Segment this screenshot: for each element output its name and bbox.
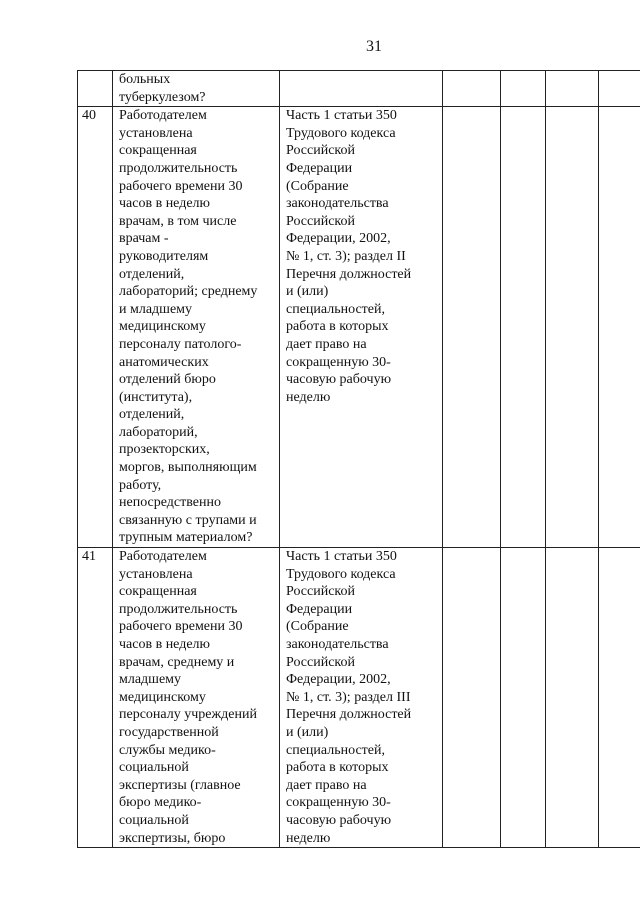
cell-text-line: работа в которых bbox=[286, 319, 389, 335]
answer-na-cell bbox=[546, 548, 599, 848]
cell-text-line: руководителям bbox=[119, 248, 209, 264]
cell-text-line: продолжительность bbox=[119, 160, 238, 176]
cell-text-line: (института), bbox=[119, 389, 193, 405]
cell-text-line: Часть 1 статьи 350 bbox=[286, 108, 397, 124]
cell-text-line: государственной bbox=[119, 724, 219, 740]
cell-text-line: часовую рабочую bbox=[286, 372, 392, 388]
cell-text-line: дает право на bbox=[286, 336, 367, 352]
cell-text-line: Российской bbox=[286, 143, 355, 159]
row-number: 40 bbox=[78, 107, 113, 548]
cell-text-line: отделений, bbox=[119, 266, 185, 282]
cell-text-line: лабораторий; среднему bbox=[119, 284, 258, 300]
answer-na-cell bbox=[546, 107, 599, 548]
cell-text-line: дает право на bbox=[286, 777, 367, 793]
legal-requirement-cell bbox=[280, 548, 443, 848]
cell-text-line: неделю bbox=[286, 389, 331, 405]
notes-cell bbox=[599, 548, 640, 848]
cell-text-line: врачам - bbox=[119, 231, 169, 247]
cell-text-line: социальной bbox=[119, 760, 189, 776]
cell-text-line: (Собрание bbox=[286, 619, 349, 635]
cell-text-line: социальной bbox=[119, 812, 189, 828]
cell-text-line: моргов, выполняющим bbox=[119, 460, 257, 476]
cell-text-line: персоналу патолого- bbox=[119, 336, 242, 352]
cell-text-line: туберкулезом? bbox=[119, 89, 206, 105]
answer-yes-cell bbox=[443, 107, 501, 548]
cell-text-line: Работодателем bbox=[119, 108, 207, 124]
cell-text-line: непосредственно bbox=[119, 495, 221, 511]
cell-text-line: больных bbox=[119, 72, 171, 87]
cell-text-line: Перечня должностей bbox=[286, 266, 412, 282]
cell-text-line: Российской bbox=[286, 584, 355, 600]
cell-text-line: и младшему bbox=[119, 301, 193, 317]
table-row bbox=[78, 548, 640, 848]
cell-text-line: Перечня должностей bbox=[286, 707, 412, 723]
cell-text-line: Часть 1 статьи 350 bbox=[286, 549, 397, 565]
answer-yes-cell bbox=[443, 548, 501, 848]
cell-text-line: специальностей, bbox=[286, 742, 385, 758]
cell-text-line: сокращенная bbox=[119, 143, 197, 159]
cell-text-line: Российской bbox=[286, 213, 355, 229]
cell-text-line: № 1, ст. 3); раздел II bbox=[286, 248, 406, 264]
cell-text-line: анатомических bbox=[119, 354, 209, 370]
cell-text-line: часов в неделю bbox=[119, 637, 210, 652]
cell-text-line: часовую рабочую bbox=[286, 812, 392, 828]
cell-text-line: связанную с трупами и bbox=[119, 512, 257, 528]
cell-text-line: Федерации bbox=[286, 601, 353, 617]
notes-cell bbox=[599, 71, 640, 107]
answer-no-cell bbox=[501, 548, 546, 848]
cell-text-line: рабочего времени 30 bbox=[119, 178, 243, 194]
cell-text-line: Федерации, 2002, bbox=[286, 672, 391, 688]
cell-text-line: работу, bbox=[119, 477, 162, 493]
cell-text-line: (Собрание bbox=[286, 178, 349, 194]
cell-text-line: Работодателем bbox=[119, 549, 207, 565]
cell-text-line: сокращенную 30- bbox=[286, 354, 391, 370]
row-number: 41 bbox=[78, 548, 113, 848]
cell-text-line: законодательства bbox=[286, 637, 389, 652]
cell-text-line: врачам, в том числе bbox=[119, 213, 237, 229]
cell-text-line: специальностей, bbox=[286, 301, 385, 317]
cell-text-line: службы медико- bbox=[119, 742, 216, 758]
cell-text-line: установлена bbox=[119, 125, 193, 141]
cell-text-line: отделений бюро bbox=[119, 372, 216, 388]
legal-requirement-cell bbox=[280, 71, 443, 107]
question-cell bbox=[113, 548, 280, 848]
page-number: 31 bbox=[366, 38, 382, 55]
table-row bbox=[78, 107, 640, 548]
checklist-body bbox=[78, 71, 640, 848]
cell-text-line: и (или) bbox=[286, 724, 329, 740]
cell-text-line: трупным материалом? bbox=[119, 530, 253, 546]
question-cell bbox=[113, 71, 280, 107]
cell-text-line: медицинскому bbox=[119, 319, 206, 335]
checklist-table bbox=[77, 70, 640, 848]
question-cell bbox=[113, 107, 280, 548]
cell-text-line: экспертизы (главное bbox=[119, 777, 241, 793]
cell-text-line: неделю bbox=[286, 830, 331, 846]
row-number bbox=[78, 71, 113, 107]
cell-text-line: бюро медико- bbox=[119, 795, 202, 811]
cell-text-line: Федерации, 2002, bbox=[286, 231, 391, 247]
table-row bbox=[78, 71, 640, 107]
cell-text-line: Трудового кодекса bbox=[286, 125, 396, 141]
cell-text-line: прозекторских, bbox=[119, 442, 210, 458]
cell-text-line: работа в которых bbox=[286, 760, 389, 776]
cell-text-line: медицинскому bbox=[119, 689, 206, 705]
answer-no-cell bbox=[501, 107, 546, 548]
cell-text-line: рабочего времени 30 bbox=[119, 619, 243, 635]
cell-text-line: часов в неделю bbox=[119, 196, 210, 212]
notes-cell bbox=[599, 107, 640, 548]
cell-text-line: установлена bbox=[119, 566, 193, 582]
cell-text-line: Российской bbox=[286, 654, 355, 670]
cell-text-line: врачам, среднему и bbox=[119, 654, 235, 670]
cell-text-line: № 1, ст. 3); раздел III bbox=[286, 689, 411, 705]
cell-text-line: Трудового кодекса bbox=[286, 566, 396, 582]
legal-requirement-cell bbox=[280, 107, 443, 548]
cell-text-line: сокращенную 30- bbox=[286, 795, 391, 811]
cell-text-line: отделений, bbox=[119, 407, 185, 423]
cell-text-line: и (или) bbox=[286, 284, 329, 300]
cell-text-line: продолжительность bbox=[119, 601, 238, 617]
cell-text-line: младшему bbox=[119, 672, 182, 688]
answer-yes-cell bbox=[443, 71, 501, 107]
cell-text-line: лабораторий, bbox=[119, 424, 198, 440]
cell-text-line: законодательства bbox=[286, 196, 389, 212]
answer-na-cell bbox=[546, 71, 599, 107]
answer-no-cell bbox=[501, 71, 546, 107]
cell-text-line: Федерации bbox=[286, 160, 353, 176]
cell-text-line: сокращенная bbox=[119, 584, 197, 600]
cell-text-line: персоналу учреждений bbox=[119, 707, 257, 723]
cell-text-line: экспертизы, бюро bbox=[119, 830, 226, 846]
